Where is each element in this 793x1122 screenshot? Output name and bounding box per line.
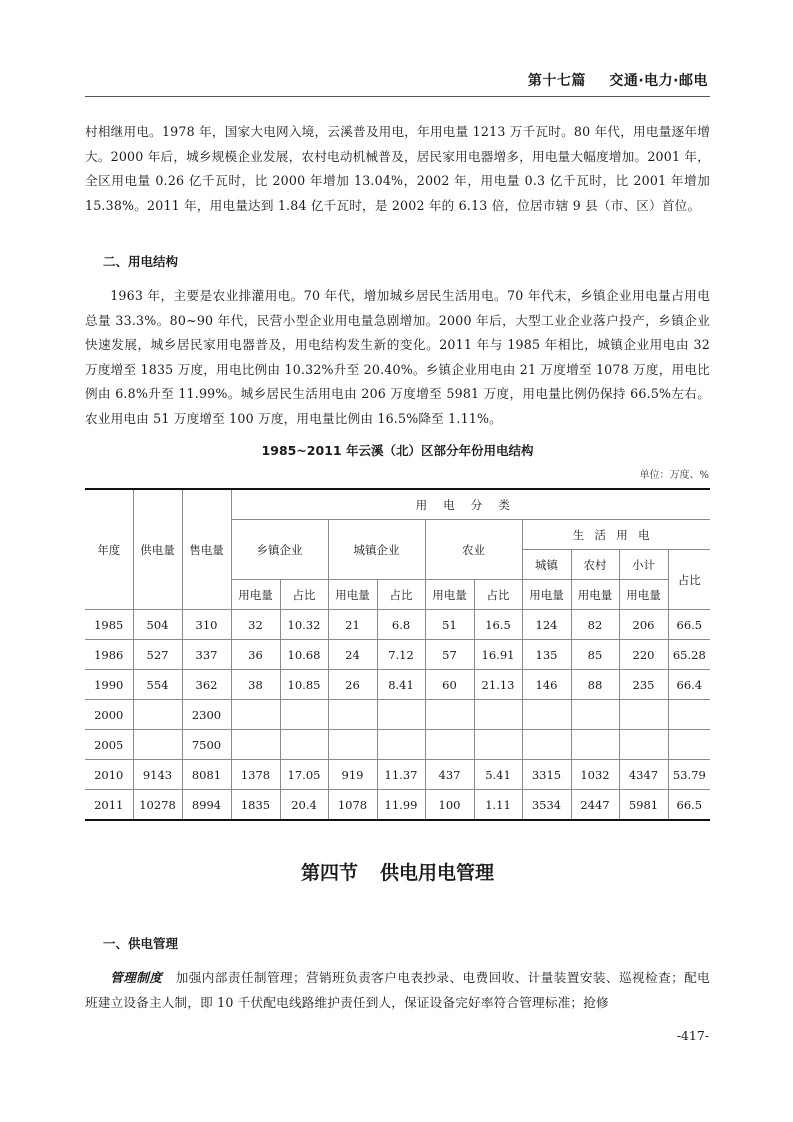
cell-ag-use	[425, 700, 474, 730]
header-category-group: 用电分类	[231, 489, 710, 520]
header-ratio: 占比	[280, 580, 328, 610]
cell-tw-use	[231, 730, 280, 760]
cell-ue-use	[328, 730, 377, 760]
cell-supply: 9143	[133, 760, 182, 790]
cell-year: 1985	[85, 610, 133, 640]
cell-ue-ratio	[377, 700, 425, 730]
cell-year: 2005	[85, 730, 133, 760]
header-ratio: 占比	[474, 580, 522, 610]
cell-lv-ratio: 65.28	[668, 640, 710, 670]
cell-lv-urban: 146	[522, 670, 571, 700]
table-row	[85, 640, 710, 670]
cell-tw-ratio: 10.32	[280, 610, 328, 640]
table-row	[85, 790, 710, 821]
cell-ag-use: 57	[425, 640, 474, 670]
header-living-subtotal: 小计	[619, 550, 668, 580]
intro-paragraph: 村相继用电。1978 年，国家大电网入境，云溪普及用电，年用电量 1213 万千瓦时。80 年代，用电量逐年增大。2000 年后，城乡规模企业发展，农村电动机械普及，居民家用电器增多，用电量大幅度增加。2001 年，全区用电量 0.26 亿千瓦时，比 2000 年增加 13.04%，2002 年，用电量 0.3 亿千瓦时，比 2001 年增加 15.38%。2011 年，用电量达到 1.84 亿千瓦时，是 2002 年的 6.13 倍，位居市辖 9 县（市、区）首位。	[85, 124, 710, 213]
management-paragraph	[85, 966, 710, 1015]
header-year: 年度	[85, 489, 133, 610]
cell-year: 1990	[85, 670, 133, 700]
header-living-urban: 城镇	[522, 550, 571, 580]
cell-tw-use	[231, 700, 280, 730]
cell-lv-rural	[571, 730, 619, 760]
cell-ue-ratio: 11.37	[377, 760, 425, 790]
cell-tw-use: 38	[231, 670, 280, 700]
cell-lv-urban	[522, 730, 571, 760]
cell-ag-ratio: 16.91	[474, 640, 522, 670]
cell-sales: 2300	[182, 700, 231, 730]
cell-lv-urban	[522, 700, 571, 730]
cell-tw-use: 1378	[231, 760, 280, 790]
cell-lv-rural: 82	[571, 610, 619, 640]
usage-structure-paragraph: 1963 年，主要是农业排灌用电。70 年代，增加城乡居民生活用电。70 年代末，乡镇企业用电量占用电总量 33.3%。80~90 年代，民营小型企业用电量急剧增加。2000 年后，大型工业企业落户投产，乡镇企业快速发展，城乡居民家用电器普及，用电结构发生新的变化。2011 年与 1985 年相比，城镇企业用电由 32 万度增至 1835 万度，用电比例由 10.32%升至 20.40%。乡镇企业用电由 21 万度增至 1078 万度，用电比例由 6.8%升至 11.99%。城乡居民生活用电由 206 万度增至 5981 万度，用电量比例仍保持 66.5%左右。农业用电由 51 万度增至 100 万度，用电量比例由 16.5%降至 1.11%。	[85, 288, 710, 426]
cell-lv-ratio: 66.4	[668, 670, 710, 700]
cell-lv-sub	[619, 730, 668, 760]
cell-year: 1986	[85, 640, 133, 670]
running-head-title: 交通·电力·邮电	[609, 73, 708, 89]
cell-lv-urban: 3315	[522, 760, 571, 790]
cell-lv-ratio: 66.5	[668, 790, 710, 821]
cell-supply	[133, 730, 182, 760]
cell-tw-ratio: 20.4	[280, 790, 328, 821]
cell-ue-ratio: 6.8	[377, 610, 425, 640]
header-usage: 用电量	[425, 580, 474, 610]
cell-supply: 504	[133, 610, 182, 640]
cell-ue-use	[328, 700, 377, 730]
cell-ue-use: 21	[328, 610, 377, 640]
header-living-group: 生活用电	[522, 520, 710, 550]
cell-sales: 7500	[182, 730, 231, 760]
cell-ue-use: 919	[328, 760, 377, 790]
electricity-structure-table	[85, 488, 710, 821]
cell-year: 2010	[85, 760, 133, 790]
section-heading-usage-structure: 二、用电结构	[103, 254, 179, 269]
cell-lv-sub: 235	[619, 670, 668, 700]
cell-ag-use: 437	[425, 760, 474, 790]
cell-lv-rural	[571, 700, 619, 730]
cell-lv-ratio: 66.5	[668, 610, 710, 640]
table-title: 1985~2011 年云溪（北）区部分年份用电结构	[261, 443, 534, 458]
cell-ag-use: 100	[425, 790, 474, 821]
cell-tw-ratio: 10.85	[280, 670, 328, 700]
header-supply: 供电量	[133, 489, 182, 610]
cell-ag-ratio: 21.13	[474, 670, 522, 700]
cell-tw-ratio: 17.05	[280, 760, 328, 790]
table-row	[85, 730, 710, 760]
page-number: -417-	[676, 1028, 709, 1043]
cell-sales: 8994	[182, 790, 231, 821]
cell-ue-use: 26	[328, 670, 377, 700]
cell-year: 2000	[85, 700, 133, 730]
cell-ag-ratio: 1.11	[474, 790, 522, 821]
cell-ag-use	[425, 730, 474, 760]
cell-lv-rural: 88	[571, 670, 619, 700]
running-head-part: 第十七篇	[527, 73, 586, 89]
table-row	[85, 760, 710, 790]
header-ratio: 占比	[377, 580, 425, 610]
cell-tw-ratio: 10.68	[280, 640, 328, 670]
section-heading-supply-management: 一、供电管理	[103, 936, 179, 951]
cell-ag-use: 51	[425, 610, 474, 640]
cell-tw-use: 1835	[231, 790, 280, 821]
header-usage: 用电量	[619, 580, 668, 610]
cell-lv-sub: 4347	[619, 760, 668, 790]
cell-lv-rural: 2447	[571, 790, 619, 821]
cell-sales: 337	[182, 640, 231, 670]
table-row	[85, 610, 710, 640]
cell-sales: 310	[182, 610, 231, 640]
cell-ue-ratio: 11.99	[377, 790, 425, 821]
cell-sales: 362	[182, 670, 231, 700]
running-head	[85, 70, 710, 97]
cell-ue-use: 24	[328, 640, 377, 670]
section-number: 第四节	[300, 862, 358, 884]
cell-lv-rural: 85	[571, 640, 619, 670]
cell-tw-ratio	[280, 700, 328, 730]
cell-lv-urban: 3534	[522, 790, 571, 821]
cell-ag-ratio	[474, 730, 522, 760]
cell-ag-ratio	[474, 700, 522, 730]
cell-lv-urban: 124	[522, 610, 571, 640]
section-title	[85, 858, 710, 885]
cell-supply: 10278	[133, 790, 182, 821]
cell-ue-ratio: 8.41	[377, 670, 425, 700]
cell-tw-use: 32	[231, 610, 280, 640]
cell-supply	[133, 700, 182, 730]
cell-lv-sub: 5981	[619, 790, 668, 821]
header-usage: 用电量	[328, 580, 377, 610]
header-living-share: 占比	[668, 550, 710, 610]
header-usage: 用电量	[571, 580, 619, 610]
management-text: 加强内部责任制管理；营销班负责客户电表抄录、电费回收、计量装置安装、巡视检查；配电班建立设备主人制，即 10 千伏配电线路维护责任到人，保证设备完好率符合管理标准；抢修	[85, 970, 710, 1010]
table-unit: 单位：万度、%	[639, 470, 709, 481]
cell-supply: 554	[133, 670, 182, 700]
cell-ag-use: 60	[425, 670, 474, 700]
table-body	[85, 610, 710, 821]
term-management-system: 管理制度	[110, 970, 163, 985]
section-name: 供电用电管理	[380, 862, 495, 884]
cell-lv-rural: 1032	[571, 760, 619, 790]
cell-ue-ratio	[377, 730, 425, 760]
header-usage: 用电量	[522, 580, 571, 610]
cell-sales: 8081	[182, 760, 231, 790]
header-agriculture: 农业	[425, 520, 522, 580]
header-usage: 用电量	[231, 580, 280, 610]
cell-lv-ratio	[668, 700, 710, 730]
cell-lv-sub: 220	[619, 640, 668, 670]
cell-lv-ratio	[668, 730, 710, 760]
header-living-rural: 农村	[571, 550, 619, 580]
cell-tw-use: 36	[231, 640, 280, 670]
cell-supply: 527	[133, 640, 182, 670]
table-row	[85, 700, 710, 730]
cell-ue-use: 1078	[328, 790, 377, 821]
table-row	[85, 670, 710, 700]
header-township-enterprise: 乡镇企业	[231, 520, 328, 580]
header-sales: 售电量	[182, 489, 231, 610]
cell-tw-ratio	[280, 730, 328, 760]
cell-lv-urban: 135	[522, 640, 571, 670]
cell-ag-ratio: 16.5	[474, 610, 522, 640]
cell-ue-ratio: 7.12	[377, 640, 425, 670]
cell-ag-ratio: 5.41	[474, 760, 522, 790]
cell-lv-sub	[619, 700, 668, 730]
header-urban-enterprise: 城镇企业	[328, 520, 425, 580]
cell-lv-sub: 206	[619, 610, 668, 640]
cell-year: 2011	[85, 790, 133, 821]
cell-lv-ratio: 53.79	[668, 760, 710, 790]
